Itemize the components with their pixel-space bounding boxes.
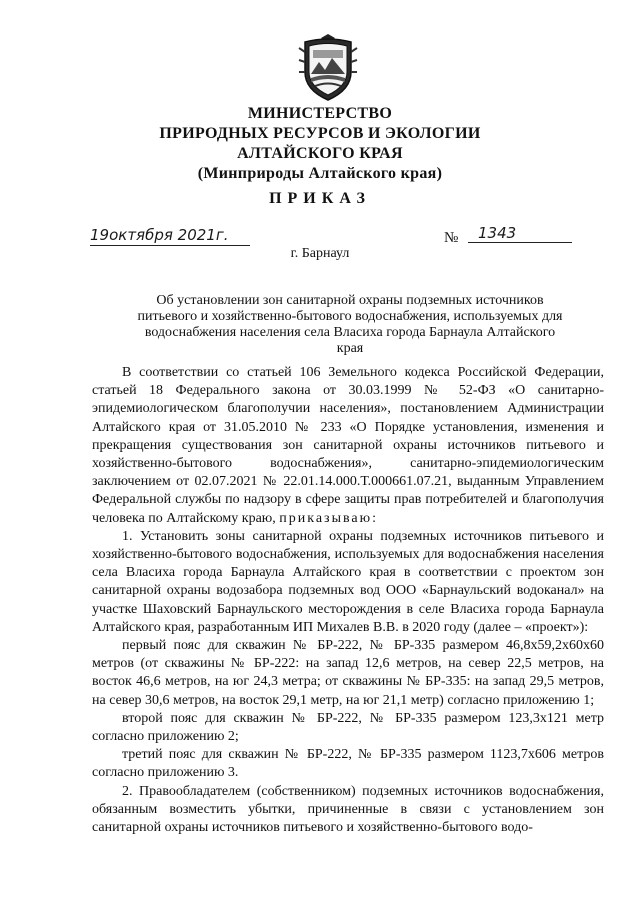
ministry-short-name: (Минприроды Алтайского края) xyxy=(197,165,443,182)
third-belt: третий пояс для скважин № БР-222, № БР-335 размером 1123,7х606 метров согласно приложению 3. xyxy=(92,747,604,781)
coat-of-arms-icon xyxy=(297,32,359,102)
order-city: г. Барнаул xyxy=(290,246,350,261)
ministry-title-line3: АЛТАЙСКОГО КРАЯ xyxy=(237,145,403,162)
order-directive: приказываю: xyxy=(279,510,378,526)
item-2: 2. Правообладателем (собственником) подземных источников водоснабжения, обязанным возместить убытки, причиненные в связи с установлением зон санитарной охраны источников питьевого и хозяйственно-бытового водо- xyxy=(92,783,604,836)
preamble-paragraph xyxy=(92,364,604,528)
item-1: 1. Установить зоны санитарной охраны подземных источников питьевого и хозяйственно-бытового водоснабжения, используемых для водоснабжения населения села Власиха города Барнаула Алтайского края в соответствии с проектом зон санитарной охраны водозабора подземных вод ООО «Барнаульский водоканал» на участке Шаховский Барнаульского месторождения в селе Власиха города Барнаула Алтайского края, разработанным ИП Михалев В.В. в 2020 году (далее – «проект»): xyxy=(92,528,604,635)
ministry-title-line2: ПРИРОДНЫХ РЕСУРСОВ И ЭКОЛОГИИ xyxy=(159,125,481,142)
second-belt: второй пояс для скважин № БР-222, № БР-335 размером 123,3х121 метр согласно приложению 2; xyxy=(92,710,604,745)
order-date: 19октября 2021г. xyxy=(90,226,250,246)
order-number: 1343 xyxy=(468,224,572,243)
first-belt: первый пояс для скважин № БР-222, № БР-335 размером 46,8х59,2х60х60 метров (от скважины № БР-222: на запад 12,6 метров, на север 22,5 метров, на восток 46,6 метров, на юг 24,3 метра; от скважины № БР-335: на запад 29,5 метров, на север 30,6 метров, на восток 29,1 метр, на юг 21,1 метр) согласно приложению 1; xyxy=(92,638,604,708)
ministry-title-line1: МИНИСТЕРСТВО xyxy=(247,105,393,122)
document-type-title: ПРИКАЗ xyxy=(269,190,371,207)
preamble-text: В соответствии со статьей 106 Земельного кодекса Российской Федерации, статьей 18 Федерального закона от 30.03.1999 № 52-ФЗ «О санитарно-эпидемиологическом благополучии населения», постановлением Администрации Алтайского края от 31.05.2010 № 233 «О Порядке установления, изменения и прекращения существования зон санитарной охраны источников питьевого и хозяйственно-бытового водоснабжения», санитарно-эпидемиологическим заключением от 02.07.2021 № 22.01.14.000.Т.000661.07.21, выданным Управлением Федеральной службы по надзору в сфере защиты прав потребителей и благополучия человека по Алтайскому краю, xyxy=(92,365,604,526)
order-body xyxy=(92,364,604,837)
order-subject: Об установлении зон санитарной охраны подземных источников питьевого и хозяйственно-бытового водоснабжения, используемых для водоснабжения населения села Власиха города Барнаула Алтайского края xyxy=(137,293,563,356)
order-number-label: № xyxy=(444,230,459,246)
